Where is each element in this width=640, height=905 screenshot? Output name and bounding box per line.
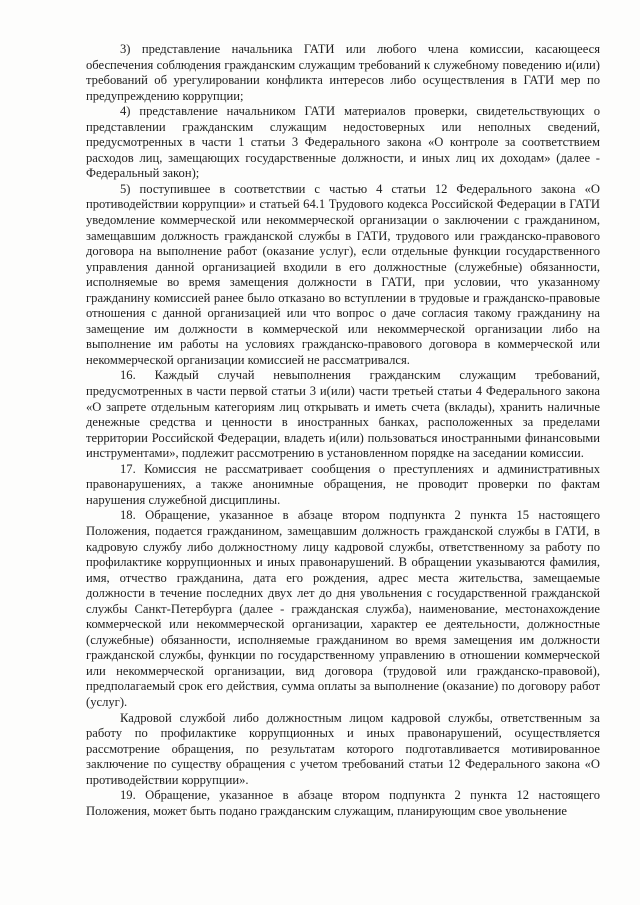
paragraph-clause-19: 19. Обращение, указанное в абзаце втором подпункта 2 пункта 12 настоящего Положения, может быть подано гражданским служащим, планирующим свое увольнение [86, 788, 600, 818]
paragraph-item-5: 5) поступившее в соответствии с частью 4 статьи 12 Федерального закона «О противодействии коррупции» и статьей 64.1 Трудового кодекса Российской Федерации в ГАТИ уведомление коммерческой или некоммерческой организации о заключении с гражданином, замещавшим должность гражданской службы в ГАТИ, трудового или гражданско-правового договора на выполнение работ (оказание услуг), если отдельные функции государственного управления данной организацией входили в его должностные (служебные) обязанности, исполняемые во время замещения должности в ГАТИ, при условии, что указанному гражданину комиссией ранее было отказано во вступлении в трудовые и гражданско-правовые отношения с данной организацией или что вопрос о даче согласия такому гражданину на замещение им должности в коммерческой или некоммерческой организации либо на выполнение им работы на условиях гражданско-правового договора в коммерческой или некоммерческой организации комиссией не рассматривался. [86, 181, 600, 367]
paragraph-item-3: 3) представление начальника ГАТИ или любого члена комиссии, касающееся обеспечения соблюдения гражданским служащим требований к служебному поведению и(или) требований об урегулировании конфликта интересов либо осуществления в ГАТИ мер по предупреждению коррупции; [86, 42, 600, 103]
paragraph-item-4: 4) представление начальником ГАТИ материалов проверки, свидетельствующих о представлении гражданским служащим недостоверных или неполных сведений, предусмотренных в части 1 статьи 3 Федерального закона «О контроле за соответствием расходов лиц, замещающих государственные должности, и иных лиц их доходам» (далее - Федеральный закон); [86, 104, 600, 181]
paragraph-clause-17: 17. Комиссия не рассматривает сообщения о преступлениях и административных правонарушениях, а также анонимные обращения, не проводит проверки по фактам нарушения служебной дисциплины. [86, 461, 600, 507]
paragraph-clause-18-continued: Кадровой службой либо должностным лицом кадровой службы, ответственным за работу по профилактике коррупционных и иных правонарушений, осуществляется рассмотрение обращения, по результатам которого подготавливается мотивированное заключение по существу обращения с учетом требований статьи 12 Федерального закона «О противодействии коррупции». [86, 710, 600, 787]
paragraph-clause-18: 18. Обращение, указанное в абзаце втором подпункта 2 пункта 15 настоящего Положения, подается гражданином, замещавшим должность гражданской службы в ГАТИ, в кадровую службу либо должностному лицу кадровой службы, ответственному за работу по профилактике коррупционных и иных правонарушений. В обращении указываются фамилия, имя, отчество гражданина, дата его рождения, адрес места жительства, замещаемые должности в течение последних двух лет до дня увольнения с государственной гражданской службы Санкт-Петербурга (далее - гражданская служба), наименование, местонахождение коммерческой или некоммерческой организации, характер ее деятельности, должностные (служебные) обязанности, исполняемые гражданином во время замещения им должности гражданской службы, функции по государственному управлению в отношении коммерческой или некоммерческой организации, вид договора (трудовой или гражданско-правовой), предполагаемый срок его действия, сумма оплаты за выполнение (оказание) по договору работ (услуг). [86, 508, 600, 709]
paragraph-clause-16: 16. Каждый случай невыполнения гражданским служащим требований, предусмотренных в части первой статьи 3 и(или) части третьей статьи 4 Федерального закона «О запрете отдельным категориям лиц открывать и иметь счета (вклады), хранить наличные денежные средства и ценности в иностранных банках, расположенных за пределами территории Российской Федерации, владеть и(или) пользоваться иностранными финансовыми инструментами», подлежит рассмотрению в установленном порядке на заседании комиссии. [86, 368, 600, 461]
